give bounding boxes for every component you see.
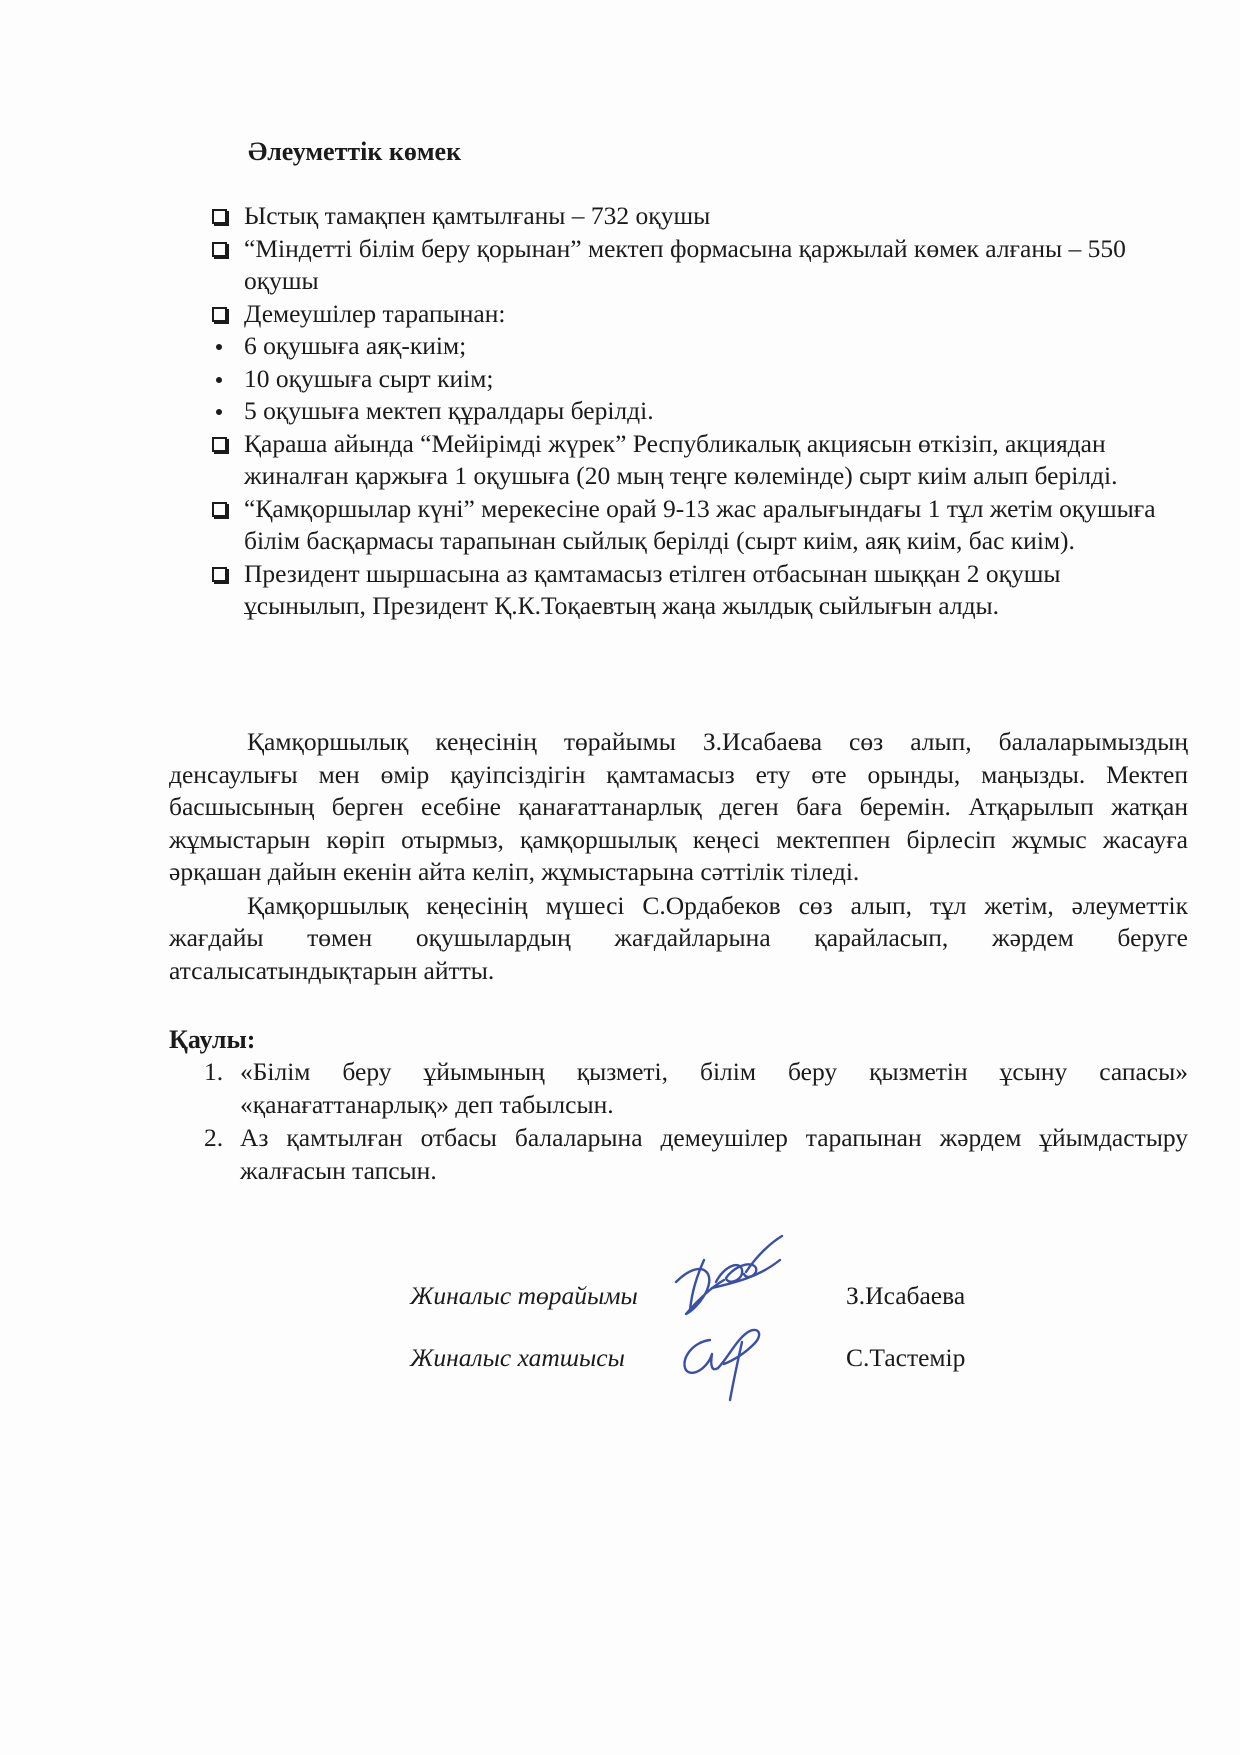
list-item: Президент шыршасына аз қамтамасыз етілген отбасынан шыққан 2 оқушы ұсынылып, Президент Қ.К.Тоқаевтың жаңа жылдық сыйлығын алды. [208,558,1188,623]
bullet-icon [216,344,222,350]
checkbox-icon [212,242,227,257]
bullet-icon [216,409,222,415]
decision-item: 1. «Білім беру ұйымының қызметі, білім беру қызметін ұсыну сапасы» «қанағаттанарлық» деп табылсын. [204,1057,1188,1119]
list-item: Қараша айында “Мейірімді жүрек” Республикалық акциясын өткізіп, акциядан жиналған қаржыға 1 оқушыға (20 мың теңге көлемінде) сырт киім алып берілді. [208,428,1188,493]
paragraph-chair-speech: Қамқоршылық кеңесінің төрайымы З.Исабаева сөз алып, балаларымыздың денсаулығы мен өмір қауіпсіздігін қамтамасыз ету өте орынды, маңызды. Мектеп басшысының берген есебіне қанағаттанарлық деген баға беремін. Атқарылып жатқан жұмыстарын көріп отырмыз, қамқоршылық кеңесі мектеппен бірлесіп жұмыс жасауға әрқашан дайын екенін айта келіп, жұмыстарына сәттілік тіледі. [169,727,1188,886]
bullet-icon [216,377,222,383]
signature-role: Жиналыс хатшысы [410,1343,625,1372]
body-paragraphs [169,726,1188,987]
checkbox-icon [212,567,227,582]
decision-number: 1. [204,1057,224,1086]
decision-title: Қаулы: [169,1025,256,1054]
paragraph-member-speech: Қамқоршылық кеңесінің мүшесі С.Ордабеков сөз алып, тұл жетім, әлеуметтік жағдайы төмен оқушылардың жағдайларына қарайласып, жәрдем беруге атсалысатындықтарын айтты. [169,890,1188,985]
checkbox-icon [212,209,227,224]
signature-name: З.Исабаева [846,1281,966,1310]
list-item: 10 оқушыға сырт киім; [208,363,1188,396]
list-item: “Қамқоршылар күні” мерекесіне орай 9-13 жас аралығындағы 1 тұл жетім оқушыға білім басқармасы тарапынан сыйлық берілді (сырт киім, аяқ киім, бас киім). [208,493,1188,558]
list-item: Ыстық тамақпен қамтылғаны – 732 оқушы [208,200,1188,233]
checkbox-icon [212,307,227,322]
decision-item: 2. Аз қамтылған отбаcы балаларына демеушілер тарапынан жәрдем ұйымдастыру жалғасын тапсын. [204,1123,1188,1185]
aid-list [208,200,1188,623]
signature-role: Жиналыс төрайымы [410,1281,638,1310]
checkbox-icon [212,502,227,517]
signature-secretary-icon [676,1320,776,1410]
signature-name: С.Тастемір [846,1343,966,1372]
decision-number: 2. [204,1123,224,1152]
list-item: 5 оқушыға мектеп құралдары берілді. [208,395,1188,428]
list-item: “Міндетті білім беру қорынан” мектеп формасына қаржылай көмек алғаны – 550 оқушы [208,233,1188,298]
decision-list [204,1056,1188,1188]
section-title: Әлеуметтік көмек [248,137,462,166]
checkbox-icon [212,437,227,452]
list-item: Демеушілер тарапынан: [208,298,1188,331]
list-item: 6 оқушыға аяқ-киім; [208,330,1188,363]
